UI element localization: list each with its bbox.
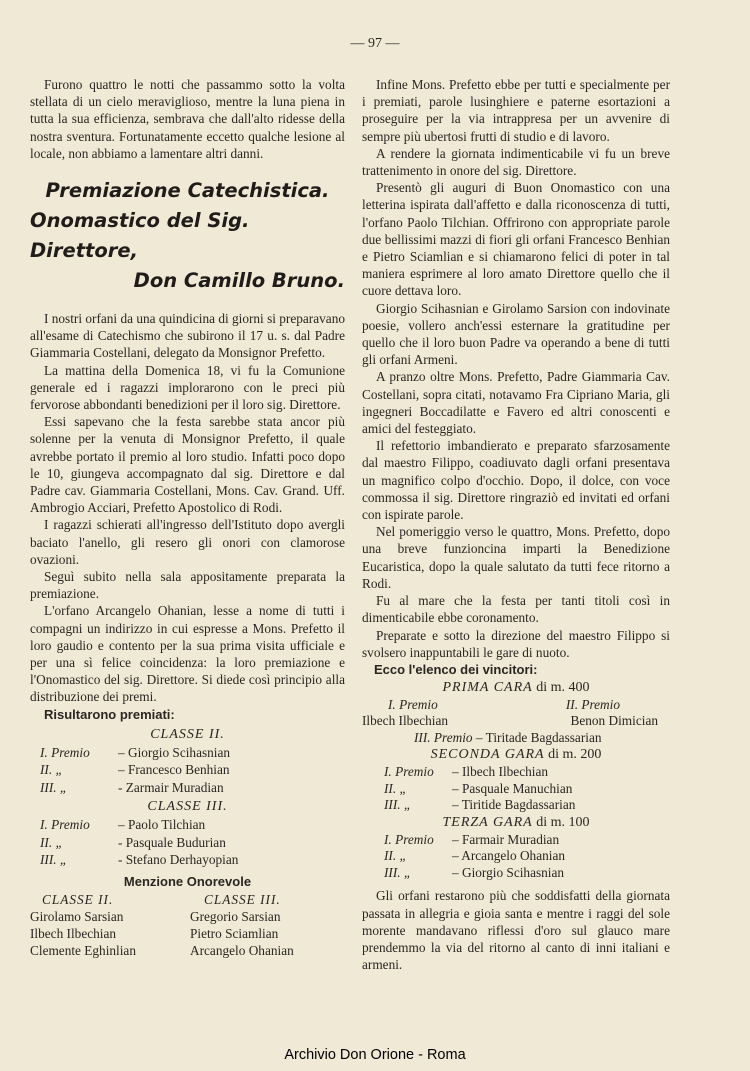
race-name: PRIMA CARA (442, 679, 533, 695)
paragraph: I nostri orfani da una quindicina di giorni si preparavano all'esame di Catechismo che subirono il 17 u. s. dal Padre Giammaria Costellani, delegato da Monsignor Prefetto. (30, 311, 345, 361)
heading-line-3: Don Camillo Bruno. (133, 269, 345, 293)
paragraph: Seguì subito nella sala appositamente preparata la premiazione. (30, 569, 345, 602)
race-rank: II. „ (384, 848, 407, 864)
race-winner: Arcangelo Ohanian (461, 848, 565, 864)
paragraph: Giorgio Scihasnian e Girolamo Sarsion con indovinate poesie, vollero anch'essi esternare la gratitudine per quello che il loro buon Padre va operando a bene di tutti gli orfani Armeni. (362, 300, 670, 368)
archive-footer: Archivio Don Orione - Roma (284, 1047, 466, 1063)
race-heading (362, 746, 670, 764)
paragraph: L'orfano Arcangelo Ohanian, lesse a nome di tutti i compagni un indirizzo in cui espresse a Mons. Prefetto il loro gaudio e contento per la sua prima visita ufficiale e per una sì felice coincidenza: la loro premiazione e l'Onomastico del sig. Direttore. Si diede così principio alla distribuzione dei premi. (30, 603, 345, 705)
race-rank: III. „ (384, 797, 412, 813)
award-row: II. „ – Francesco Benhian (40, 762, 230, 778)
race-winner: Giorgio Scihasnian (461, 864, 565, 880)
race-distance: di m. 400 (536, 679, 590, 695)
honor-name: Pietro Sciamlian (190, 925, 279, 941)
intro-paragraph: Furono quattro le notti che passammo sotto la volta stellata di un cielo meraviglioso, mentre la luna piena in tutta la sua efficienza, sembrava che dall'alto ridesse della nostra sventura. Fortunatamente eccetto qualche lesione al locale, non abbiamo a lamentare altri danni. (30, 77, 345, 161)
race-heading (362, 679, 670, 697)
award-row: I. Premio – Giorgio Scihasnian (40, 744, 231, 760)
race-winner: Pasquale Manuchian (461, 780, 573, 796)
award-row: III. „ - Zarmair Muradian (40, 779, 224, 795)
paragraph: Preparate e sotto la direzione del maestro Filippo si svolsero inappuntabili le gare di nuoto. (362, 627, 670, 660)
award-name: Paolo Tilchian (127, 817, 206, 833)
paragraph: Infine Mons. Prefetto ebbe per tutti e specialmente per i premiati, parole lusinghiere e paterne esortazioni a proseguire per la via intrappresa per un avvenire di sempre più ubertosi frutti di studio e di lavoro. (362, 77, 670, 144)
award-name: Giorgio Scihasnian (127, 744, 231, 760)
class-title: CLASSE II. (150, 726, 225, 742)
race-name: SECONDA GARA (430, 747, 545, 763)
race-row: III. „ – Tiritide Bagdassarian (384, 797, 576, 813)
paragraph: La mattina della Domenica 18, vi fu la Comunione generale ed i ragazzi implorarono con le preci più fervorose abbondanti benedizioni per il loro sig. Direttore. (30, 362, 345, 413)
race-rank: III. Premio (414, 729, 473, 745)
award-row: III. „ - Stefano Derhayopian (40, 852, 239, 868)
race-winner: Benon Dimician (570, 713, 658, 729)
winners-label: Ecco l'elenco dei vincitori: (374, 661, 538, 677)
closing-paragraph: Gli orfani restarono più che soddisfatti della giornata passata in allegria e gioia santa e mentre i raggi del sole morente mandavano riflessi d'oro sul glauco mare prendemmo la via del ritorno al canto di inni italiani e armeni. (362, 888, 670, 973)
race-rank: I. Premio (384, 831, 434, 847)
award-rank: II. „ (40, 834, 63, 850)
race-name: TERZA GARA (442, 814, 533, 830)
race-row: I. Premio – Farmair Muradian (384, 831, 560, 847)
race-distance: di m. 100 (536, 814, 590, 830)
award-rank: I. Premio (40, 817, 90, 833)
race-row (362, 713, 670, 730)
honor-list (30, 891, 345, 959)
award-row: I. Premio – Paolo Tilchian (40, 817, 206, 833)
article-heading (30, 176, 345, 296)
race-row: II. „ – Pasquale Manuchian (384, 780, 573, 796)
honor-col2-head: CLASSE III. (204, 891, 281, 907)
class-title: CLASSE III. (147, 799, 228, 815)
race-rank: II. Premio (565, 696, 620, 712)
paragraph: Presentò gli auguri di Buon Onomastico con una letterina ispirata dall'affetto e dalla riconoscenza di tutti, l'orfano Paolo Tilchian. Offrirono con appropriate parole due bellissimi mazzi di fiori gli orfani Francesco Benhian e Pietro Sciamlian e si chiamarono felici di poter in tal maniera esprimere al loro amato Direttore quello che il cuore dettava loro. (362, 180, 670, 299)
award-name: Pasquale Budurian (125, 834, 226, 850)
award-name: Stefano Derhayopian (125, 852, 239, 868)
left-column (30, 76, 345, 959)
honor-col1-head: CLASSE II. (42, 891, 114, 907)
race-rank: I. Premio (388, 696, 438, 712)
award-name: Francesco Benhian (127, 762, 230, 778)
heading-line-2: Onomastico del Sig. Direttore, (30, 209, 250, 263)
paragraph: A rendere la giornata indimenticabile vi fu un breve trattenimento in onore del sig. Direttore. (362, 145, 670, 179)
right-column (362, 76, 670, 973)
race-winner: Tiritide Bagdassarian (461, 797, 576, 813)
race-heading (362, 814, 670, 832)
heading-line-1: Premiazione Catechistica. (45, 179, 330, 203)
paragraph: Nel pomeriggio verso le quattro, Mons. Prefetto, dopo una breve funzioncina imparti la Benedizione Eucaristica, dopo la quale salutato da tutti fece ritorno a Rodi. (362, 524, 670, 591)
award-rank: I. Premio (40, 744, 90, 760)
award-rank: III. „ (40, 852, 68, 868)
race-rank: I. Premio (384, 764, 434, 780)
race-winner: Ilbech Ilbechian (461, 764, 548, 780)
paragraph: A pranzo oltre Mons. Prefetto, Padre Giammaria Cav. Costellani, sopra citati, notavamo Fra Cipriano Maria, gli ingegneri Boccadilatte e Favero ed altri conoscenti e amici del festeggiato. (362, 369, 670, 437)
race-winner: Ilbech Ilbechian (362, 713, 449, 729)
race-row: III. „ – Giorgio Scihasnian (384, 864, 565, 880)
results-label: Risultarono premiati: (44, 706, 175, 722)
race-row (362, 697, 670, 714)
paragraph: Essi sapevano che la festa sarebbe stata ancor più solenne per la venuta di Monsignor Prefetto, il quale avrebbe portato il premio al loro studio. Infatti poco dopo le 10, giungeva accompagnato dal sig. Direttore e dal Padre cav. Giammaria Costellani, Mons. Cav. Grand. Uff. Ambrogio Acciari, Prefetto Apostolico di Rodi. (30, 414, 345, 516)
race-rank: III. „ (384, 864, 412, 880)
honor-name: Clemente Eghinlian (30, 942, 136, 958)
paragraph: Fu al mare che la festa per tanti titoli così in dimenticabile ebbe coronamento. (362, 593, 670, 626)
race-winner: Tiritade Bagdassarian (485, 729, 602, 745)
race-row: III. Premio – Tiritade Bagdassarian (414, 729, 602, 745)
race-winner: Farmair Muradian (461, 831, 560, 847)
award-rank: III. „ (40, 779, 68, 795)
page-number: — 97 — (350, 36, 400, 51)
award-row: II. „ - Pasquale Budurian (40, 834, 226, 850)
award-rank: II. „ (40, 762, 63, 778)
award-name: Zarmair Muradian (125, 779, 224, 795)
race-row: II. „ – Arcangelo Ohanian (384, 848, 565, 864)
honor-name: Arcangelo Ohanian (190, 942, 294, 958)
honor-name: Ilbech Ilbechian (30, 925, 117, 941)
paragraph: Il refettorio imbandierato e preparato sfarzosamente dal maestro Filippo, coadiuvato dagli orfani presentava un magnifico colpo d'occhio. Dopo, il dolce, con voce commossa il sig. Direttore ringraziò ed invitati ed orfani con ispirate parole. (362, 438, 670, 523)
race-distance: di m. 200 (548, 747, 602, 763)
honor-name: Gregorio Sarsian (190, 908, 281, 924)
paragraph: I ragazzi schierati all'ingresso dell'Istituto dopo avergli baciato l'anello, gli resero gli onori con clamorose ovazioni. (30, 517, 345, 567)
race-row: I. Premio – Ilbech Ilbechian (384, 764, 548, 780)
honor-name: Girolamo Sarsian (30, 908, 124, 924)
race-rank: II. „ (384, 780, 407, 796)
honor-title: Menzione Onorevole (123, 873, 252, 889)
